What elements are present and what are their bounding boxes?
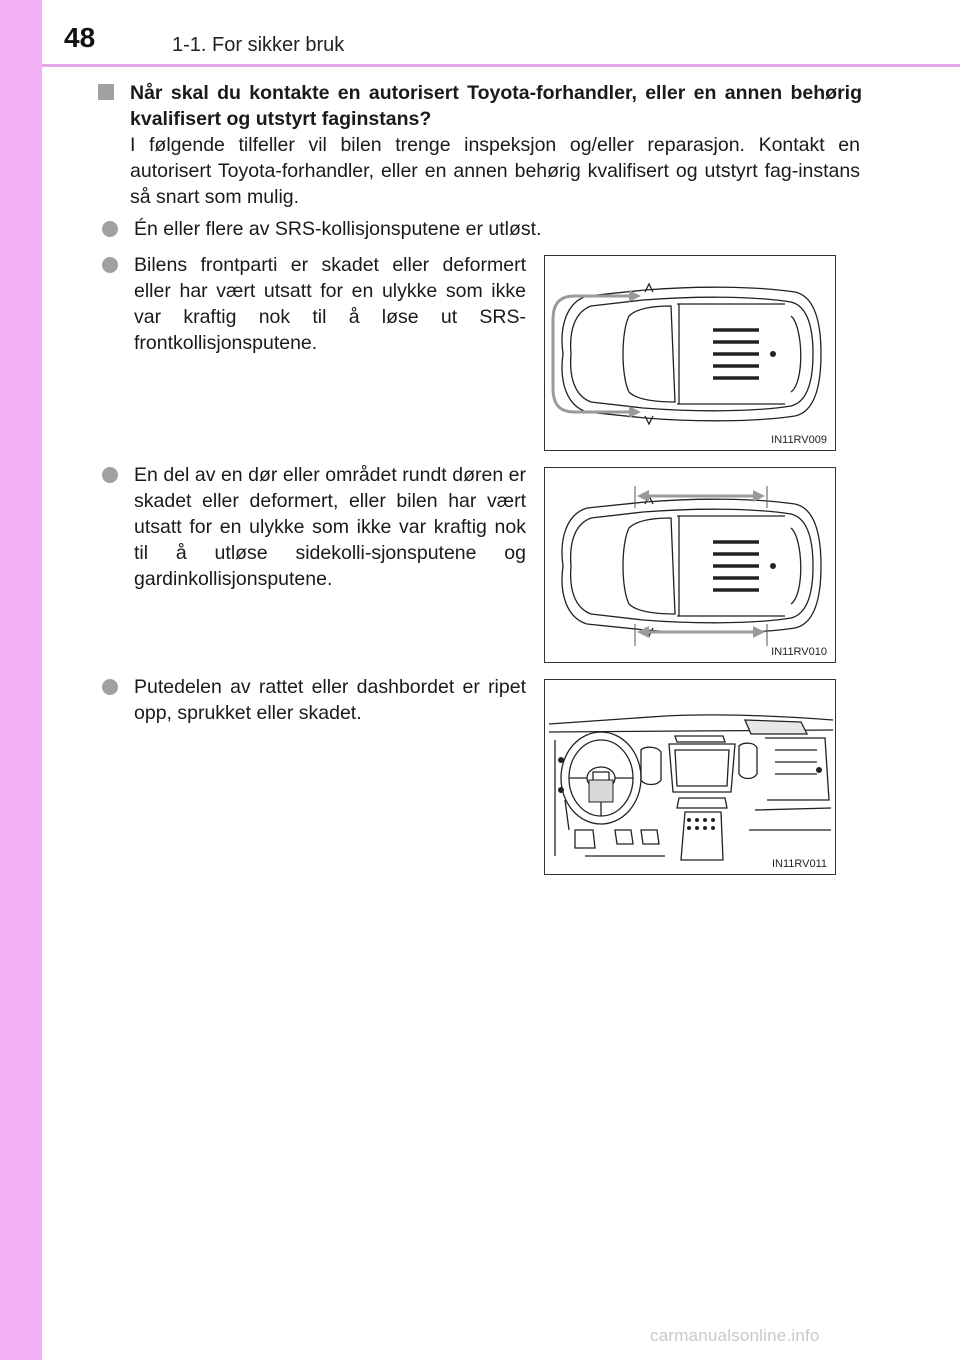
list-item-text: Én eller flere av SRS-kollisjonsputene er utløst. — [134, 218, 542, 240]
square-bullet-icon — [98, 84, 114, 100]
bullet-dot-icon — [102, 679, 118, 695]
list-item-text: Bilens frontparti er skadet eller deformert eller har vært utsatt for en ulykke som ikke var kraftig nok til å løse ut SRS-frontkollisjonsputene. — [134, 254, 526, 354]
bullet-dot-icon — [102, 467, 118, 483]
question-text: Når skal du kontakte en autorisert Toyota-forhandler, eller en annen behørig kvalifisert og utstyrt faginstans? — [130, 82, 862, 130]
watermark: carmanualsonline.info — [650, 1326, 820, 1345]
figure-dashboard — [544, 679, 836, 875]
figure-front-damage — [544, 255, 836, 451]
list-item — [102, 674, 526, 726]
dashboard-steering-wheel-icon — [545, 680, 836, 875]
question-heading — [98, 80, 862, 132]
list-item-text: En del av en dør eller området rundt døren er skadet eller deformert, eller bilen har vært utsatt for en ulykke som ikke var kraftig nok til å utløse sidekolli-sjonsputene og gardinkollisjonsputene. — [134, 464, 526, 590]
bullet-dot-icon — [102, 257, 118, 273]
list-item — [102, 252, 526, 356]
list-item — [102, 216, 862, 242]
list-item — [102, 462, 526, 592]
figure-side-damage — [544, 467, 836, 663]
figure-code: IN11RV011 — [771, 858, 827, 870]
figure-code: IN11RV009 — [771, 434, 827, 446]
figure-code: IN11RV010 — [771, 646, 827, 658]
side-color-strip — [0, 0, 42, 1360]
car-front-damage-icon — [545, 256, 836, 451]
intro-paragraph: I følgende tilfeller vil bilen trenge inspeksjon og/eller reparasjon. Kontakt en autorisert Toyota-forhandler, eller en annen behørig kvalifisert og utstyrt fag-instans så snart som mulig. — [130, 134, 860, 208]
section-title: 1-1. For sikker bruk — [172, 34, 345, 56]
bullet-dot-icon — [102, 221, 118, 237]
car-side-damage-icon — [545, 468, 836, 663]
page-number: 48 — [64, 22, 96, 53]
header-rule — [42, 64, 960, 67]
list-item-text: Putedelen av rattet eller dashbordet er ripet opp, sprukket eller skadet. — [134, 676, 526, 724]
